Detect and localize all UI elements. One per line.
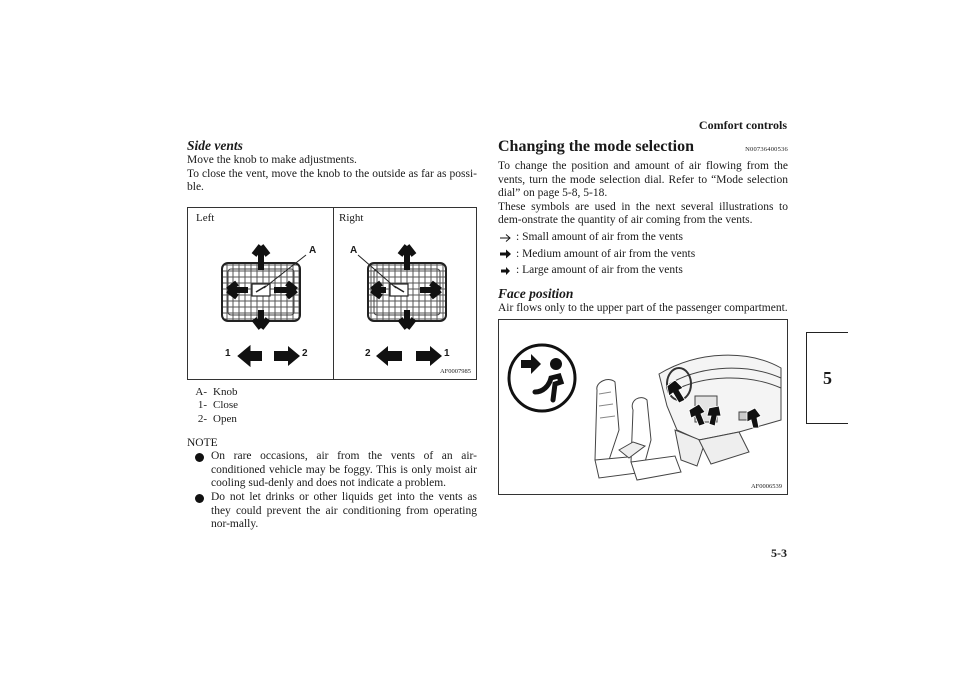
section-code: N00736400536: [745, 146, 788, 153]
legend-value: Close: [213, 399, 239, 412]
right-column: [498, 138, 788, 495]
open-number-right: 2: [365, 347, 371, 359]
legend-item: [187, 399, 477, 413]
bullet-icon: [187, 450, 211, 491]
note-item: [187, 450, 477, 491]
side-vents-heading: Side vents: [187, 138, 243, 153]
arrow-legend-large: [498, 264, 788, 278]
figure-legend: [187, 386, 477, 427]
legend-key: 1-: [197, 399, 207, 412]
side-vents-illustration: [188, 208, 476, 379]
mode-selection-heading: Changing the mode selection: [498, 138, 694, 155]
callout-a-right: A: [350, 244, 358, 256]
open-number-left: 2: [302, 347, 308, 359]
legend-item: [187, 386, 477, 400]
face-position-illustration: [499, 320, 787, 494]
face-mode-icon: [509, 345, 575, 411]
callout-a-left: A: [309, 244, 317, 256]
close-number-right: 1: [444, 347, 450, 359]
figure-label-right: Right: [339, 211, 364, 224]
note-title: NOTE: [187, 436, 218, 449]
arrow-legend-small: [498, 231, 788, 245]
face-position-heading: Face position: [498, 285, 574, 301]
figure-label-left: Left: [196, 211, 215, 224]
legend-value: Knob: [213, 385, 238, 398]
bullet-icon: [187, 491, 211, 532]
note-text: On rare occasions, air from the vents of an air-conditioned vehicle may be foggy. This is only moist air cooling sud-denly and does not indicate a problem.: [211, 450, 477, 490]
arrow-legend-label: : Medium amount of air from the vents: [516, 247, 696, 260]
legend-item: [187, 413, 477, 427]
close-number-left: 1: [225, 347, 231, 359]
mode-selection-text-1: To change the position and amount of air flowing from the vents, turn the mode selection dial. Refer to “Mode selection dial” on page 5-8, 5-18.: [498, 160, 788, 200]
left-column: [187, 138, 477, 532]
page-number: 5-3: [771, 546, 787, 560]
right-vent-icon: [358, 246, 446, 366]
medium-arrow-icon: [498, 248, 514, 260]
arrow-legend-medium: [498, 248, 788, 262]
chapter-tab: 5: [806, 332, 848, 424]
side-vents-figure: [187, 207, 477, 380]
large-arrow-icon: [498, 265, 514, 277]
figure-code-right: AF0006539: [750, 483, 782, 491]
note-item: [187, 491, 477, 532]
legend-key: A-: [195, 385, 207, 398]
figure-code-left: AF0007985: [439, 367, 471, 375]
legend-value: Open: [213, 412, 237, 425]
side-vents-text-1: Move the knob to make adjustments.: [187, 154, 357, 166]
side-vents-text-2: To close the vent, move the knob to the outside as far as possi-ble.: [187, 167, 477, 194]
left-vent-icon: [222, 246, 306, 366]
arrow-legend-label: : Small amount of air from the vents: [516, 230, 684, 243]
page-header-title: Comfort controls: [698, 118, 787, 132]
face-position-text: Air flows only to the upper part of the passenger compartment.: [498, 301, 788, 314]
small-arrow-icon: [498, 232, 514, 244]
arrow-legend-label: : Large amount of air from the vents: [516, 264, 683, 277]
legend-key: 2-: [197, 412, 207, 425]
face-position-figure: [498, 319, 788, 495]
mode-selection-text-2: These symbols are used in the next several illustrations to dem-onstrate the quantity of air coming from the vents.: [498, 200, 788, 227]
note-text: Do not let drinks or other liquids get into the vents as they could prevent the air conditioning from operating nor-mally.: [211, 490, 477, 531]
